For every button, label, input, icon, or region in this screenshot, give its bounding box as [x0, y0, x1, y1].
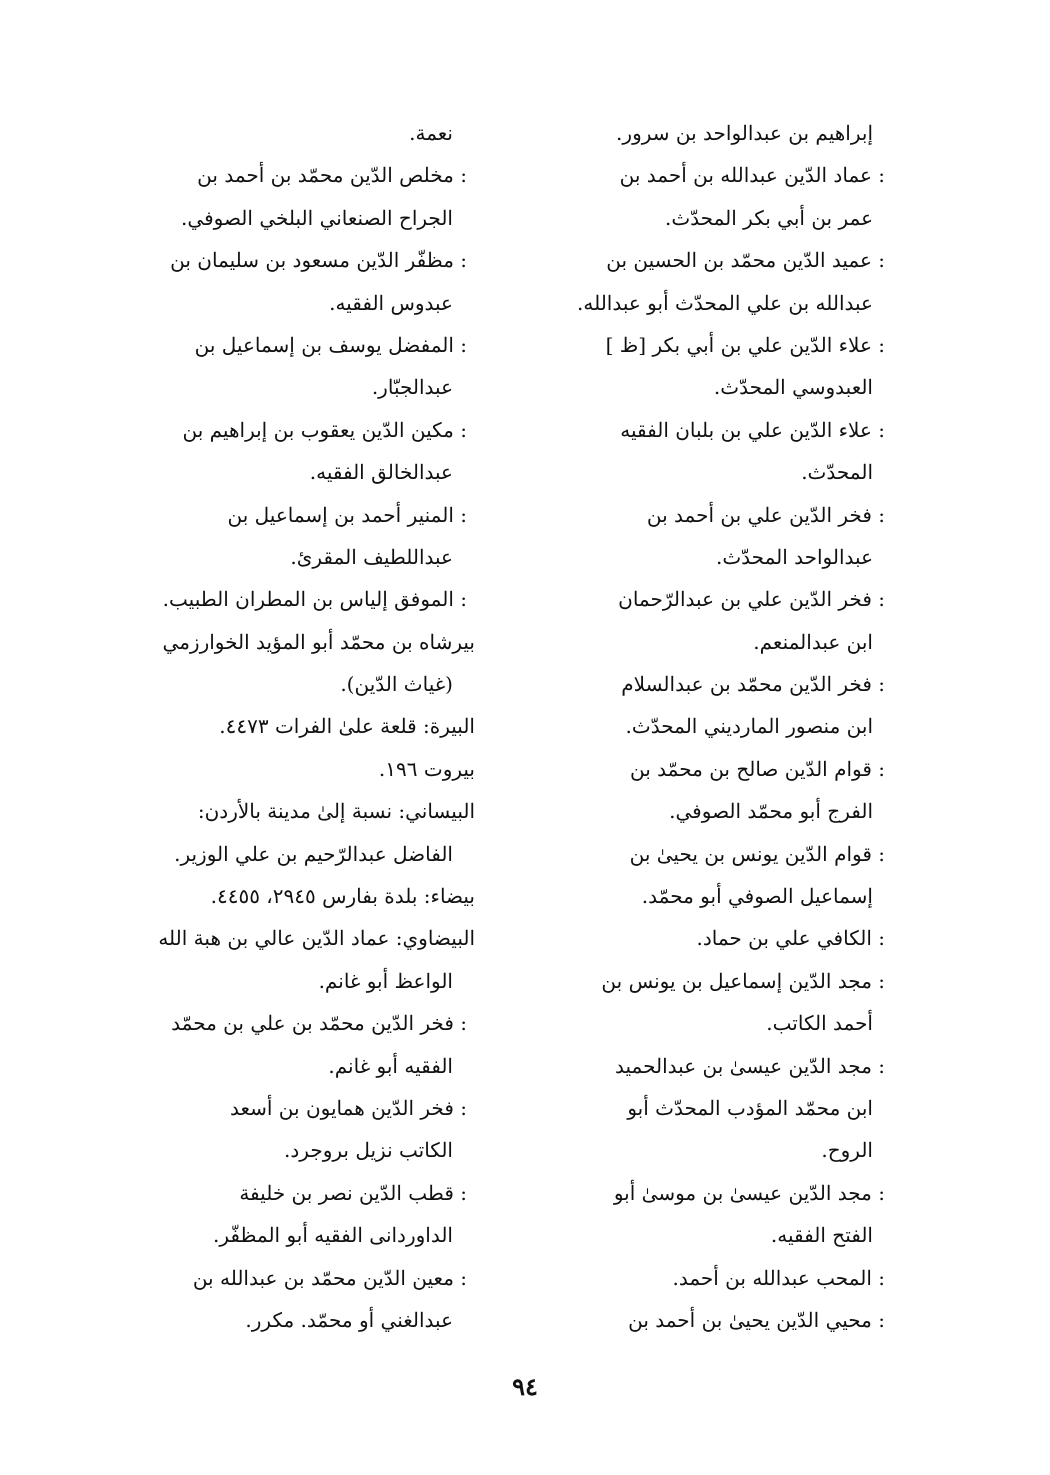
left-column-line: الواعظ أبو غانم. — [318, 968, 453, 993]
right-column-line: الفتح الفقيه. — [770, 1223, 873, 1248]
left-column — [155, 112, 475, 1341]
left-column-line: : فخر الدّين محمّد بن علي بن محمّد — [171, 1011, 467, 1036]
right-column-line: عبدالواحد المحدّث. — [715, 544, 873, 569]
left-column-line: البيضاوي: عماد الدّين عالي بن هبة الله — [158, 926, 475, 951]
left-column-line: الكاتب نزيل بروجرد. — [284, 1138, 453, 1163]
right-column-line: ابن عبدالمنعم. — [753, 629, 873, 654]
right-column-line: إبراهيم بن عبدالواحد بن سرور. — [616, 121, 873, 145]
right-column-line: : قوام الدّين صالح بن محمّد بن — [630, 756, 885, 781]
right-column-line: الفرج أبو محمّد الصوفي. — [669, 799, 873, 824]
right-column-line: : عميد الدّين محمّد بن الحسين بن — [606, 248, 885, 273]
left-column-line: : المفضل يوسف بن إسماعيل بن — [194, 332, 467, 357]
left-column-line: الفقيه أبو غانم. — [328, 1053, 453, 1078]
left-column-line: بيرشاه بن محمّد أبو المؤيد الخوارزمي — [162, 629, 475, 654]
right-column-line: عبدالله بن علي المحدّث أبو عبدالله. — [577, 290, 873, 315]
left-column-line: الجراح الصنعاني البلخي الصوفي. — [181, 205, 453, 230]
left-column-line: عبدوس الفقيه. — [329, 290, 453, 315]
right-column-line: ابن محمّد المؤدب المحدّث أبو — [627, 1095, 873, 1120]
right-column-line: إسماعيل الصوفي أبو محمّد. — [641, 884, 873, 909]
page-number: ٩٤ — [512, 1372, 538, 1401]
right-column-line: الروح. — [821, 1138, 873, 1163]
left-column-line: بيضاء: بلدة بفارس ٢٩٤٥، ٤٤٥٥. — [210, 884, 475, 909]
right-column-line: : فخر الدّين علي بن أحمد بن — [646, 502, 885, 527]
right-column-line: : فخر الدّين محمّد بن عبدالسلام — [621, 672, 885, 697]
right-column — [565, 112, 885, 1341]
right-column-line: : عماد الدّين عبدالله بن أحمد بن — [619, 163, 885, 188]
left-column-line: البيساني: نسبة إلىٰ مدينة بالأردن: — [197, 799, 475, 824]
left-column-line: : مظفّر الدّين مسعود بن سليمان بن — [170, 248, 467, 273]
left-column-line: بيروت ١٩٦. — [378, 756, 475, 781]
left-column-line: عبدالخالق الفقيه. — [309, 460, 453, 485]
left-column-line: الداوردانى الفقيه أبو المظفّر. — [212, 1223, 453, 1248]
left-column-line: (غياث الدّين). — [340, 672, 453, 697]
left-column-line: الفاضل عبدالرّحيم بن علي الوزير. — [174, 841, 453, 866]
right-column-line: : مجد الدّين إسماعيل بن يونس بن — [601, 968, 885, 993]
right-column-line: : علاء الدّين علي بن بلبان الفقيه — [620, 417, 885, 442]
right-column-line: : الكافي علي بن حماد. — [696, 926, 885, 951]
left-column-line: : مكين الدّين يعقوب بن إبراهيم بن — [182, 417, 467, 442]
left-column-line: البيرة: قلعة علىٰ الفرات ٤٤٧٣. — [219, 714, 475, 739]
left-column-line: : المنير أحمد بن إسماعيل بن — [227, 502, 467, 527]
left-column-line: عبداللطيف المقرئ. — [290, 544, 453, 569]
left-column-line: : الموفق إلياس بن المطران الطبيب. — [162, 587, 467, 612]
right-column-line: المحدّث. — [801, 460, 873, 485]
left-column-line: : معين الدّين محمّد بن عبدالله بن — [192, 1265, 467, 1290]
right-column-line: : المحب عبدالله بن أحمد. — [672, 1265, 885, 1290]
right-column-line: : مجد الدّين عيسىٰ بن موسىٰ أبو — [613, 1180, 885, 1205]
left-column-line: : مخلص الدّين محمّد بن أحمد بن — [197, 163, 467, 188]
left-column-line: : فخر الدّين همايون بن أسعد — [229, 1095, 467, 1120]
left-column-line: : قطب الدّين نصر بن خليفة — [239, 1180, 467, 1205]
left-column-line: عبدالغني أو محمّد. مكرر. — [245, 1307, 453, 1332]
right-column-line: العبدوسي المحدّث. — [713, 375, 873, 400]
right-column-line: أحمد الكاتب. — [766, 1011, 873, 1036]
left-column-line: عبدالجبّار. — [371, 375, 453, 400]
right-column-line: : فخر الدّين علي بن عبدالرّحمان — [618, 587, 885, 612]
right-column-line: : محيي الدّين يحيىٰ بن أحمد بن — [628, 1307, 885, 1332]
right-column-line: عمر بن أبي بكر المحدّث. — [665, 205, 873, 230]
right-column-line: : علاء الدّين علي بن أبي بكر [ظ ] — [605, 332, 885, 357]
left-column-line: نعمة. — [409, 121, 453, 145]
right-column-line: ابن منصور الماردیني المحدّث. — [625, 714, 873, 739]
right-column-line: : قوام الدّين يونس بن يحيىٰ بن — [629, 841, 885, 866]
right-column-line: : مجد الدّين عيسىٰ بن عبدالحميد — [615, 1053, 885, 1078]
